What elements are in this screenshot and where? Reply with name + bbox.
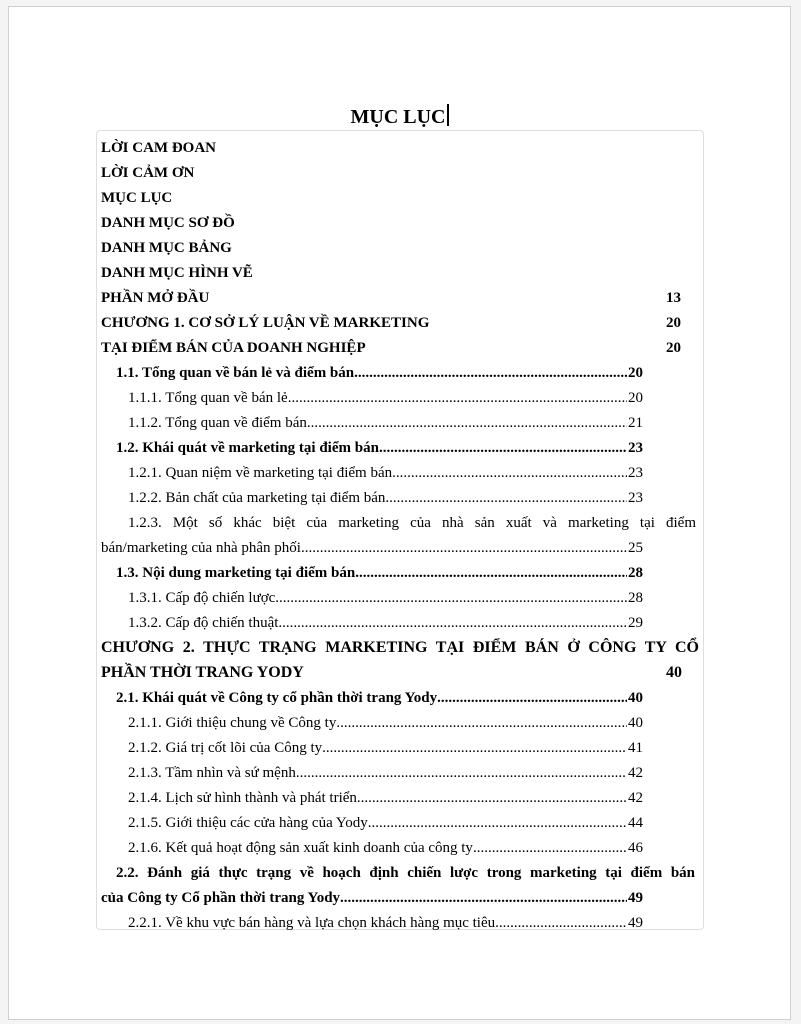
toc-entry-danh-muc-hinh-ve[interactable]: DANH MỤC HÌNH VẼ: [101, 265, 253, 281]
toc-entry-danh-muc-bang[interactable]: DANH MỤC BẢNG: [101, 240, 232, 256]
page-number: 28: [628, 565, 643, 581]
page-number: 13: [666, 290, 681, 306]
toc-entry-chuong-1-cont[interactable]: TẠI ĐIỂM BÁN CỦA DOANH NGHIỆP 20: [101, 336, 701, 360]
page-number: 20: [666, 340, 681, 356]
leader-dots: [368, 811, 627, 835]
toc-entry-phan-mo-dau[interactable]: PHẦN MỞ ĐẦU 13: [101, 286, 701, 310]
leader-dots: [275, 586, 627, 610]
leader-dots: [495, 911, 627, 935]
toc-entry-1-2-2[interactable]: 1.2.2. Bản chất của marketing tại điểm bán ..... 23: [128, 486, 643, 510]
leader-dots: [322, 736, 627, 760]
toc-entry-2-1-4[interactable]: 2.1.4. Lịch sử hình thành và phát triển ..... 42: [128, 786, 643, 810]
leader-dots: [336, 711, 627, 735]
toc-entry-loi-cam-on[interactable]: LỜI CẢM ƠN: [101, 165, 195, 181]
toc-entry-chuong-2-cont[interactable]: PHẦN THỜI TRANG YODY 40: [101, 661, 701, 685]
document-page: [8, 6, 791, 1020]
toc-entry-1-3[interactable]: 1.3. Nội dung marketing tại điểm bán ..... 28: [116, 561, 643, 585]
page-number: 28: [628, 590, 643, 606]
toc-entry-chuong-2[interactable]: CHƯƠNG 2. THỰC TRẠNG MARKETING TẠI ĐIỂM BÁN Ở CÔNG TY CỔ: [101, 639, 699, 656]
leader-dots: [385, 486, 627, 510]
leader-dots: [357, 786, 627, 810]
toc-entry-1-1-2[interactable]: 1.1.2. Tổng quan về điểm bán ..... 21: [128, 411, 643, 435]
toc-entry-1-1[interactable]: 1.1. Tổng quan về bán lẻ và điểm bán ..... 20: [116, 361, 643, 385]
toc-entry-1-3-1[interactable]: 1.3.1. Cấp độ chiến lược ..... 28: [128, 586, 643, 610]
toc-entry-2-2-cont[interactable]: của Công ty Cổ phần thời trang Yody ..... 49: [101, 886, 643, 910]
leader-dots: [473, 836, 627, 860]
leader-dots: [340, 886, 627, 910]
toc-entry-2-1[interactable]: 2.1. Khái quát về Công ty cổ phần thời trang Yody ..... 40: [116, 686, 643, 710]
page-number: 23: [628, 440, 643, 456]
leader-dots: [288, 386, 627, 410]
toc-entry-1-2-1[interactable]: 1.2.1. Quan niệm về marketing tại điểm bán ..... 23: [128, 461, 643, 485]
page-number: 29: [628, 615, 643, 631]
leader-dots: [301, 536, 627, 560]
table-of-contents[interactable]: [96, 130, 704, 930]
leader-dots: [437, 686, 627, 710]
toc-entry-muc-luc[interactable]: MỤC LỤC: [101, 190, 173, 206]
toc-entry-1-2-3-cont[interactable]: bán/marketing của nhà phân phối ..... 25: [101, 536, 643, 560]
toc-entry-1-1-1[interactable]: 1.1.1. Tổng quan về bán lẻ ..... 20: [128, 386, 643, 410]
toc-entry-2-1-5[interactable]: 2.1.5. Giới thiệu các cửa hàng của Yody ..... 44: [128, 811, 643, 835]
page-number: 40: [666, 664, 682, 681]
toc-entry-2-2-1[interactable]: 2.2.1. Về khu vực bán hàng và lựa chọn khách hàng mục tiêu ..... 49: [128, 911, 643, 935]
page-number: 21: [628, 415, 643, 431]
page-number: 44: [628, 815, 643, 831]
toc-entry-2-1-3[interactable]: 2.1.3. Tầm nhìn và sứ mệnh ..... 42: [128, 761, 643, 785]
page-number: 42: [628, 765, 643, 781]
toc-entry-1-2[interactable]: 1.2. Khái quát về marketing tại điểm bán ..... 23: [116, 436, 643, 460]
toc-entry-1-2-3[interactable]: 1.2.3. Một số khác biệt của marketing của nhà sản xuất và marketing tại điểm: [128, 515, 696, 531]
title-text: MỤC LỤC: [350, 106, 446, 128]
page-title[interactable]: [9, 103, 790, 131]
leader-dots: [392, 461, 627, 485]
page-number: 20: [628, 390, 643, 406]
toc-entry-chuong-1[interactable]: CHƯƠNG 1. CƠ SỞ LÝ LUẬN VỀ MARKETING 20: [101, 311, 701, 335]
leader-dots: [355, 561, 627, 585]
leader-dots: [379, 436, 627, 460]
toc-entry-2-1-1[interactable]: 2.1.1. Giới thiệu chung về Công ty ..... 40: [128, 711, 643, 735]
page-number: 40: [628, 690, 643, 706]
leader-dots: [354, 361, 627, 385]
text-cursor: [447, 104, 449, 126]
leader-dots: [296, 761, 627, 785]
page-number: 40: [628, 715, 643, 731]
toc-entry-1-3-2[interactable]: 1.3.2. Cấp độ chiến thuật ..... 29: [128, 611, 643, 635]
page-number: 41: [628, 740, 643, 756]
toc-entry-2-1-6[interactable]: 2.1.6. Kết quả hoạt động sản xuất kinh doanh của công ty ..... 46: [128, 836, 643, 860]
page-number: 49: [628, 890, 643, 906]
page-number: 20: [666, 315, 681, 331]
page-number: 23: [628, 465, 643, 481]
leader-dots: [278, 611, 627, 635]
toc-entry-2-2[interactable]: 2.2. Đánh giá thực trạng về hoạch định chiến lược trong marketing tại điểm bán: [116, 865, 695, 881]
page-number: 23: [628, 490, 643, 506]
toc-entry-danh-muc-so-do[interactable]: DANH MỤC SƠ ĐỒ: [101, 215, 235, 231]
page-number: 49: [628, 915, 643, 931]
toc-entry-2-1-2[interactable]: 2.1.2. Giá trị cốt lõi của Công ty ..... 41: [128, 736, 643, 760]
toc-entry-loi-cam-doan[interactable]: LỜI CAM ĐOAN: [101, 140, 216, 156]
page-number: 20: [628, 365, 643, 381]
page-number: 46: [628, 840, 643, 856]
page-number: 25: [628, 540, 643, 556]
page-number: 42: [628, 790, 643, 806]
leader-dots: [307, 411, 627, 435]
